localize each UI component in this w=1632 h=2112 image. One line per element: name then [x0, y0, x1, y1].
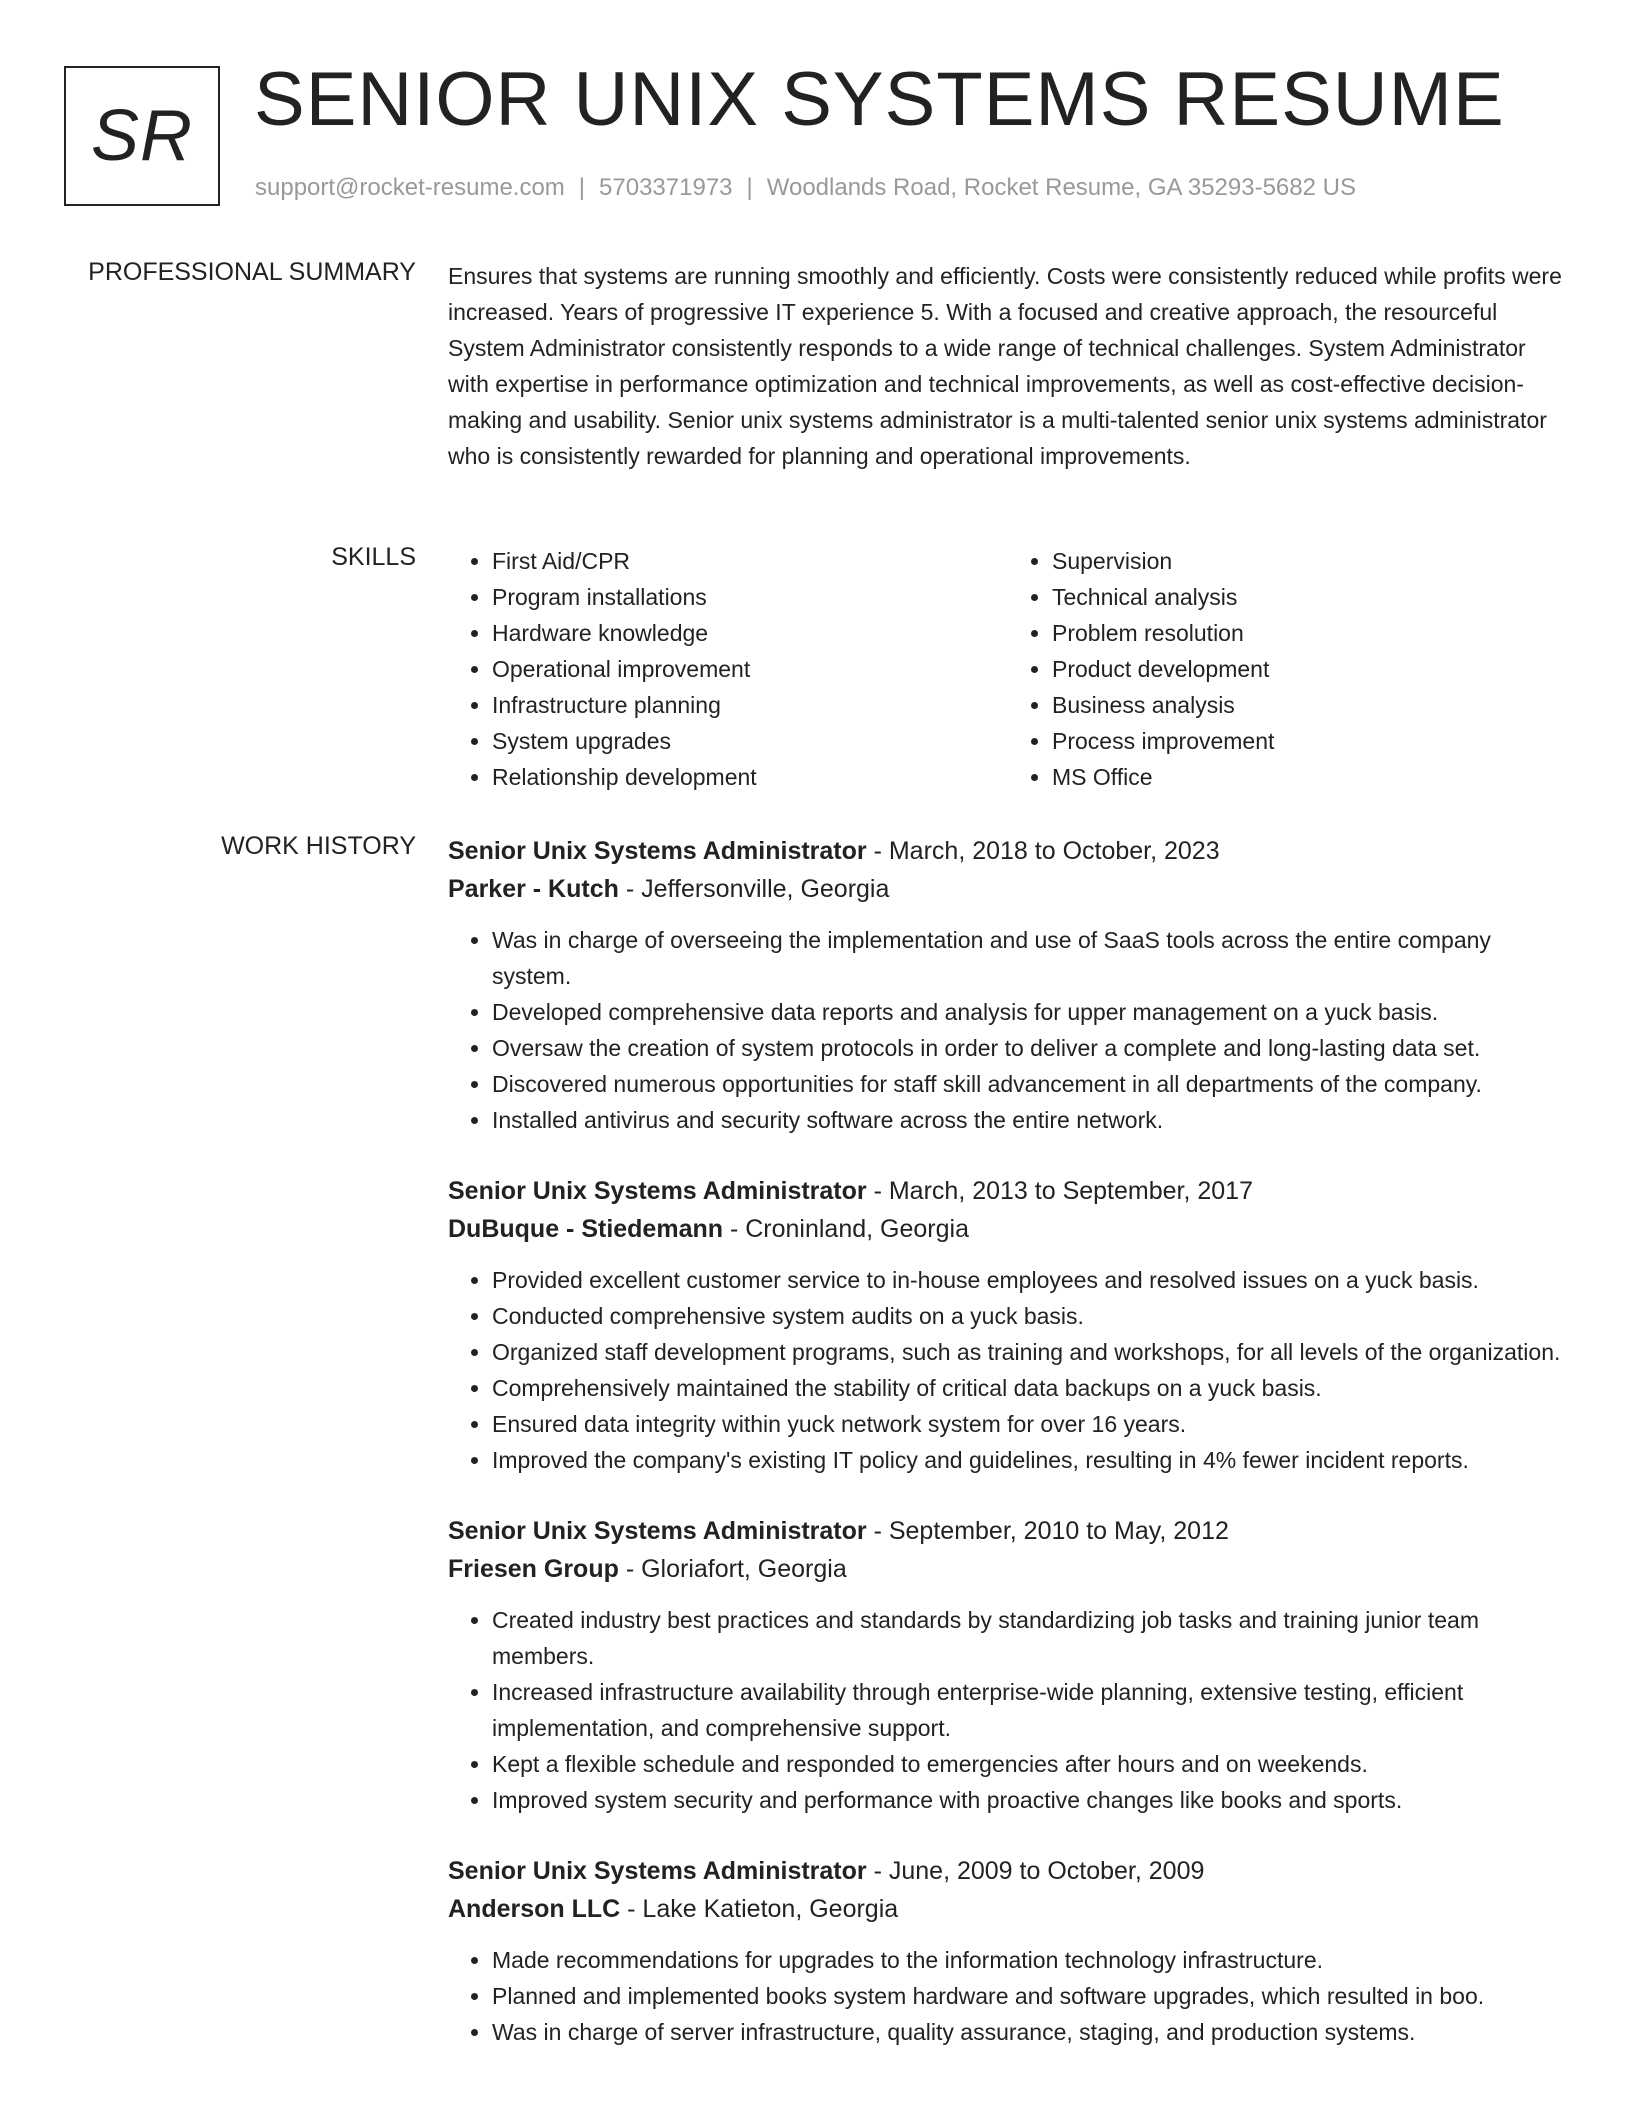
work-history-list: [448, 832, 1568, 2084]
job-bullet: • Improved the company's existing IT policy and guidelines, resulting in 4% fewer incident reports.: [492, 1442, 1568, 1478]
skills-columns: [448, 543, 1568, 795]
skill-item: • Technical analysis: [1052, 579, 1568, 615]
job-company-line: [448, 1550, 1568, 1588]
job-bullets: [448, 922, 1568, 1138]
job-entry: [448, 1512, 1568, 1818]
monogram-initials: SR: [64, 66, 220, 206]
job-company: Friesen Group: [448, 1555, 619, 1583]
job-company: Parker - Kutch: [448, 875, 619, 903]
job-bullet: • Discovered numerous opportunities for staff skill advancement in all departments of the company.: [492, 1066, 1568, 1102]
job-bullet: • Organized staff development programs, such as training and workshops, for all levels of the organization.: [492, 1334, 1568, 1370]
job-bullet: • Was in charge of overseeing the implementation and use of SaaS tools across the entire company system.: [492, 922, 1568, 994]
job-bullet: • Developed comprehensive data reports and analysis for upper management on a yuck basis.: [492, 994, 1568, 1030]
contact-separator: |: [746, 174, 753, 201]
job-dates: - March, 2018 to October, 2023: [866, 837, 1220, 865]
skill-item: • Product development: [1052, 651, 1568, 687]
job-bullet: • Ensured data integrity within yuck network system for over 16 years.: [492, 1406, 1568, 1442]
job-title: Senior Unix Systems Administrator: [448, 1177, 867, 1205]
job-company-line: [448, 1890, 1568, 1928]
job-title: Senior Unix Systems Administrator: [448, 1517, 867, 1545]
job-company: DuBuque - Stiedemann: [448, 1215, 724, 1243]
job-title-line: [448, 1512, 1568, 1550]
job-entry: [448, 1172, 1568, 1478]
job-dates: - September, 2010 to May, 2012: [866, 1517, 1229, 1545]
job-location: - Gloriafort, Georgia: [618, 1555, 847, 1583]
skill-item: • Program installations: [492, 579, 1008, 615]
skill-item: • Operational improvement: [492, 651, 1008, 687]
skill-item: • Hardware knowledge: [492, 615, 1008, 651]
skill-item: • Supervision: [1052, 543, 1568, 579]
skill-item: • Relationship development: [492, 759, 1008, 795]
job-company-line: [448, 1210, 1568, 1248]
job-bullet: • Planned and implemented books system hardware and software upgrades, which resulted in boo.: [492, 1978, 1568, 2014]
job-bullet: • Was in charge of server infrastructure, quality assurance, staging, and production systems.: [492, 2014, 1568, 2050]
job-bullets: [448, 1262, 1568, 1478]
contact-phone: 5703371973: [599, 174, 733, 201]
job-dates: - March, 2013 to September, 2017: [866, 1177, 1253, 1205]
skill-item: • Business analysis: [1052, 687, 1568, 723]
summary-label: PROFESSIONAL SUMMARY: [88, 258, 416, 286]
job-location: - Jeffersonville, Georgia: [618, 875, 890, 903]
job-bullet: • Kept a flexible schedule and responded to emergencies after hours and on weekends.: [492, 1746, 1568, 1782]
job-title-line: [448, 832, 1568, 870]
job-title: Senior Unix Systems Administrator: [448, 1857, 867, 1885]
skill-item: • First Aid/CPR: [492, 543, 1008, 579]
contact-email: support@rocket-resume.com: [255, 174, 565, 201]
job-title-line: [448, 1852, 1568, 1890]
job-bullet: • Created industry best practices and standards by standardizing job tasks and training junior team members.: [492, 1602, 1568, 1674]
skill-item: • Problem resolution: [1052, 615, 1568, 651]
skills-list-right: [1008, 543, 1568, 795]
job-title: Senior Unix Systems Administrator: [448, 837, 867, 865]
job-bullet: • Provided excellent customer service to in-house employees and resolved issues on a yuck basis.: [492, 1262, 1568, 1298]
contact-line: [255, 174, 1356, 202]
job-bullet: • Made recommendations for upgrades to the information technology infrastructure.: [492, 1942, 1568, 1978]
job-entry: [448, 832, 1568, 1138]
job-company-line: [448, 870, 1568, 908]
work-history-label: WORK HISTORY: [221, 832, 416, 860]
skills-list-left: [448, 543, 1008, 795]
job-bullet: • Conducted comprehensive system audits on a yuck basis.: [492, 1298, 1568, 1334]
contact-separator: |: [578, 174, 586, 201]
job-bullet: • Oversaw the creation of system protocols in order to deliver a complete and long-lasting data set.: [492, 1030, 1568, 1066]
job-bullets: [448, 1942, 1568, 2050]
skill-item: • MS Office: [1052, 759, 1568, 795]
summary-text: Ensures that systems are running smoothly and efficiently. Costs were consistently reduced while profits were increased. Years of progressive IT experience 5. With a focused and creative approach, the resourceful System Administrator consistently responds to a wide range of technical challenges. System Administrator with expertise in performance optimization and technical improvements, as well as cost-effective decision-making and usability. Senior unix systems administrator is a multi-talented senior unix systems administrator who is consistently rewarded for planning and operational improvements.: [448, 263, 1562, 469]
job-bullet: • Comprehensively maintained the stability of critical data backups on a yuck basis.: [492, 1370, 1568, 1406]
job-location: - Croninland, Georgia: [723, 1215, 969, 1243]
job-company: Anderson LLC: [448, 1895, 621, 1923]
job-title-line: [448, 1172, 1568, 1210]
skills-label: SKILLS: [331, 543, 416, 571]
resume-title: SENIOR UNIX SYSTEMS RESUME: [254, 57, 1505, 142]
contact-address: Woodlands Road, Rocket Resume, GA 35293-5682 US: [766, 174, 1356, 201]
skill-item: • Infrastructure planning: [492, 687, 1008, 723]
job-location: - Lake Katieton, Georgia: [620, 1895, 899, 1923]
skill-item: • System upgrades: [492, 723, 1008, 759]
skill-item: • Process improvement: [1052, 723, 1568, 759]
job-bullet: • Improved system security and performance with proactive changes like books and sports.: [492, 1782, 1568, 1818]
job-bullets: [448, 1602, 1568, 1818]
job-bullet: • Installed antivirus and security software across the entire network.: [492, 1102, 1568, 1138]
job-dates: - June, 2009 to October, 2009: [866, 1857, 1205, 1885]
job-entry: [448, 1852, 1568, 2050]
job-bullet: • Increased infrastructure availability through enterprise-wide planning, extensive testing, efficient implementation, and comprehensive support.: [492, 1674, 1568, 1746]
